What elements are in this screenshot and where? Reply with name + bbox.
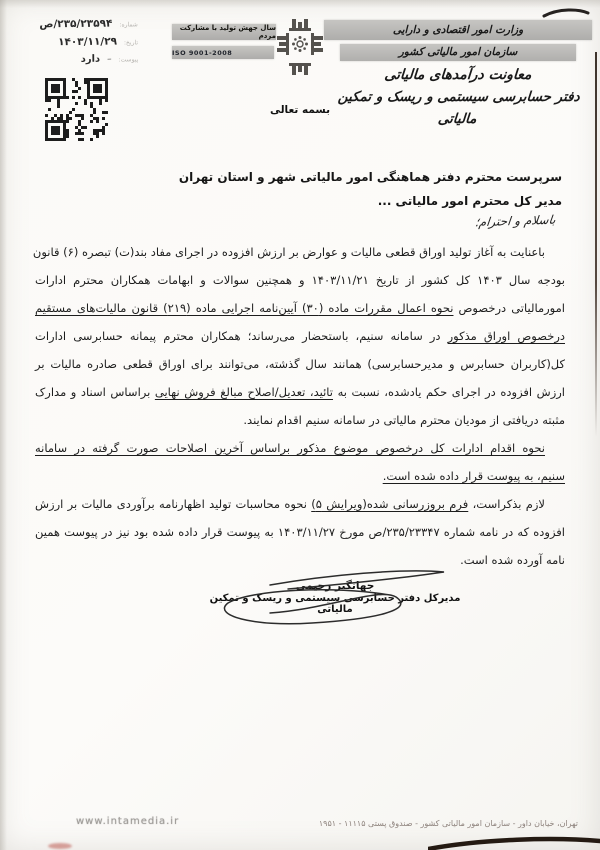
- letter-number-value: ۲۳۵/۲۳۵۹۴/ص: [39, 17, 113, 31]
- footer-address: تهران، خیابان داور - سازمان امور مالیاتی کشور - صندوق پستی ۱۱۱۱۵ - ۱۹۵۱: [318, 819, 578, 828]
- recipient-line-1: سرپرست محترم دفتر هماهنگی امور مالیاتی شهر و استان تهران: [178, 170, 562, 184]
- body-line: [35, 350, 565, 378]
- letter-body: [32, 238, 566, 574]
- org-line-deputy: معاونت درآمدهای مالیاتی: [383, 67, 533, 83]
- body-text-segment: کل(کاربران حسابرس و مدیرحسابرسی) همانند سال گذشته، می‌توانند برای اوراق قطعی صادره مالیات بر: [35, 357, 565, 371]
- salutation-text: باسلام و احترام؛: [474, 212, 557, 230]
- body-line: [35, 378, 565, 406]
- body-line: [35, 518, 565, 546]
- footer-website[interactable]: www.intamedia.ir: [76, 816, 180, 827]
- body-line: [35, 294, 565, 322]
- qr-code-icon: [45, 78, 108, 144]
- tax-org-emblem-icon: [277, 19, 323, 75]
- letter-reference-block: [6, 17, 139, 72]
- recipient-line-2: مدیر کل محترم امور مالیاتی ...: [377, 194, 562, 208]
- letter-attachment-row: [6, 53, 138, 72]
- body-line: [35, 322, 565, 350]
- body-text-segment: براساس اسناد و مدارک: [35, 385, 155, 399]
- org-line-ministry: وزارت امور اقتصادی و دارایی: [324, 20, 592, 40]
- body-text-segment: سنیم، به پیوست قرار داده شده است.: [382, 469, 565, 483]
- letter-number-row: [6, 17, 138, 36]
- body-text-segment: لازم بذکراست،: [468, 497, 545, 511]
- body-line: [35, 490, 565, 518]
- iso-band: [172, 46, 274, 59]
- body-line: [35, 434, 565, 462]
- scan-red-smudge: [48, 843, 72, 849]
- body-text-segment: امورمالیاتی درخصوص: [453, 301, 565, 315]
- body-line: [35, 462, 565, 490]
- iso-text: ISO 9001-2008: [172, 48, 233, 57]
- body-text-segment: افزوده که در نامه شماره ۲۳۵/۲۳۳۴۷/ص مورخ ۱۴۰۳/۱۱/۲۷ به پیوست قرار داده شده بود نیز در پیوست همین: [35, 525, 565, 539]
- org-line-tax-administration: سازمان امور مالیاتی کشور: [340, 44, 576, 61]
- body-text-segment: ارزش افزوده در اجرای حکم یادشده، نسبت به: [333, 385, 565, 399]
- body-text-segment: نامه آورده شده است.: [460, 553, 565, 567]
- scan-left-shadow: [0, 0, 7, 850]
- slogan-band: [172, 24, 276, 40]
- letter-date-label: تاریخ:: [123, 39, 139, 47]
- letter-attachment-value: دارد: [80, 53, 101, 65]
- body-text-segment: تائید، تعدیل/اصلاح مبالغ فروش نهایی: [154, 385, 334, 399]
- body-text-segment: درخصوص اوراق مذکور: [447, 329, 565, 343]
- signer-title: مدیرکل دفتر حسابرسی سیستمی و ریسک و تمکین مالیاتی: [209, 593, 461, 615]
- letter-date-row: [6, 35, 138, 54]
- org-line-office: دفتر حسابرسی سیستمی و ریسک و تمکین مالیاتی: [337, 89, 581, 127]
- body-line: [32, 238, 565, 266]
- signer-name: جهانگیر رحیمی: [295, 580, 375, 592]
- body-text-segment: مثبته دریافتی از مودیان محترم مالیاتی در سامانه سنیم اقدام نمایند.: [243, 413, 565, 427]
- body-line: [35, 406, 565, 434]
- body-line: [35, 266, 565, 294]
- body-text-segment: نحوه محاسبات تولید اظهارنامه برآوردی مالیات بر ارزش: [35, 497, 312, 511]
- scan-corner-mark: [541, 6, 591, 20]
- letter-date-value: ۱۴۰۳/۱۱/۲۹: [57, 35, 118, 49]
- body-line: [35, 546, 565, 574]
- scan-top-shadow: [0, 0, 600, 8]
- body-text-segment: نحوه اقدام ادارات کل درخصوص موضوع مذکور براساس آخرین اصلاحات صورت گرفته در سامانه: [35, 441, 545, 455]
- org-title-block: [324, 20, 592, 130]
- letter-attachment-label: پیوست:: [118, 56, 139, 64]
- body-text-segment: بودجه سال ۱۴۰۳ کل کشور از تاریخ ۱۴۰۳/۱۱/۲۱ و همچنین سوالات و ابهامات همکاران محترم ادارات: [35, 273, 566, 287]
- body-text-segment: فرم بروزرسانی شده(ویرایش ۵): [311, 497, 469, 511]
- slogan-text: سال جهش تولید با مشارکت مردم: [179, 24, 276, 40]
- signature-block: [205, 580, 465, 615]
- body-text-segment: باعنایت به آغاز تولید اوراق قطعی مالیات و عوارض بر ارزش افزوده در اجرای مفاد بند(ت) تبصره (۶) قانون: [32, 245, 545, 259]
- body-text-segment: نحوه اعمال مقررات ماده (۳۰) آیین‌نامه اجرایی ماده (۲۱۹) قانون مالیات‌های مستقیم: [35, 301, 454, 315]
- attachment-dash: –: [107, 54, 112, 65]
- bismillah-text: بسمه تعالی: [269, 104, 331, 116]
- letter-number-label: شماره:: [119, 21, 138, 29]
- recipient-block: [32, 165, 562, 213]
- body-text-segment: در سامانه سنیم، باستحضار می‌رساند؛ همکاران محترم پیمانه حسابرسی ادارات: [35, 329, 448, 343]
- scan-bottom-mark: [428, 836, 600, 850]
- scan-right-edge-line: [595, 52, 598, 437]
